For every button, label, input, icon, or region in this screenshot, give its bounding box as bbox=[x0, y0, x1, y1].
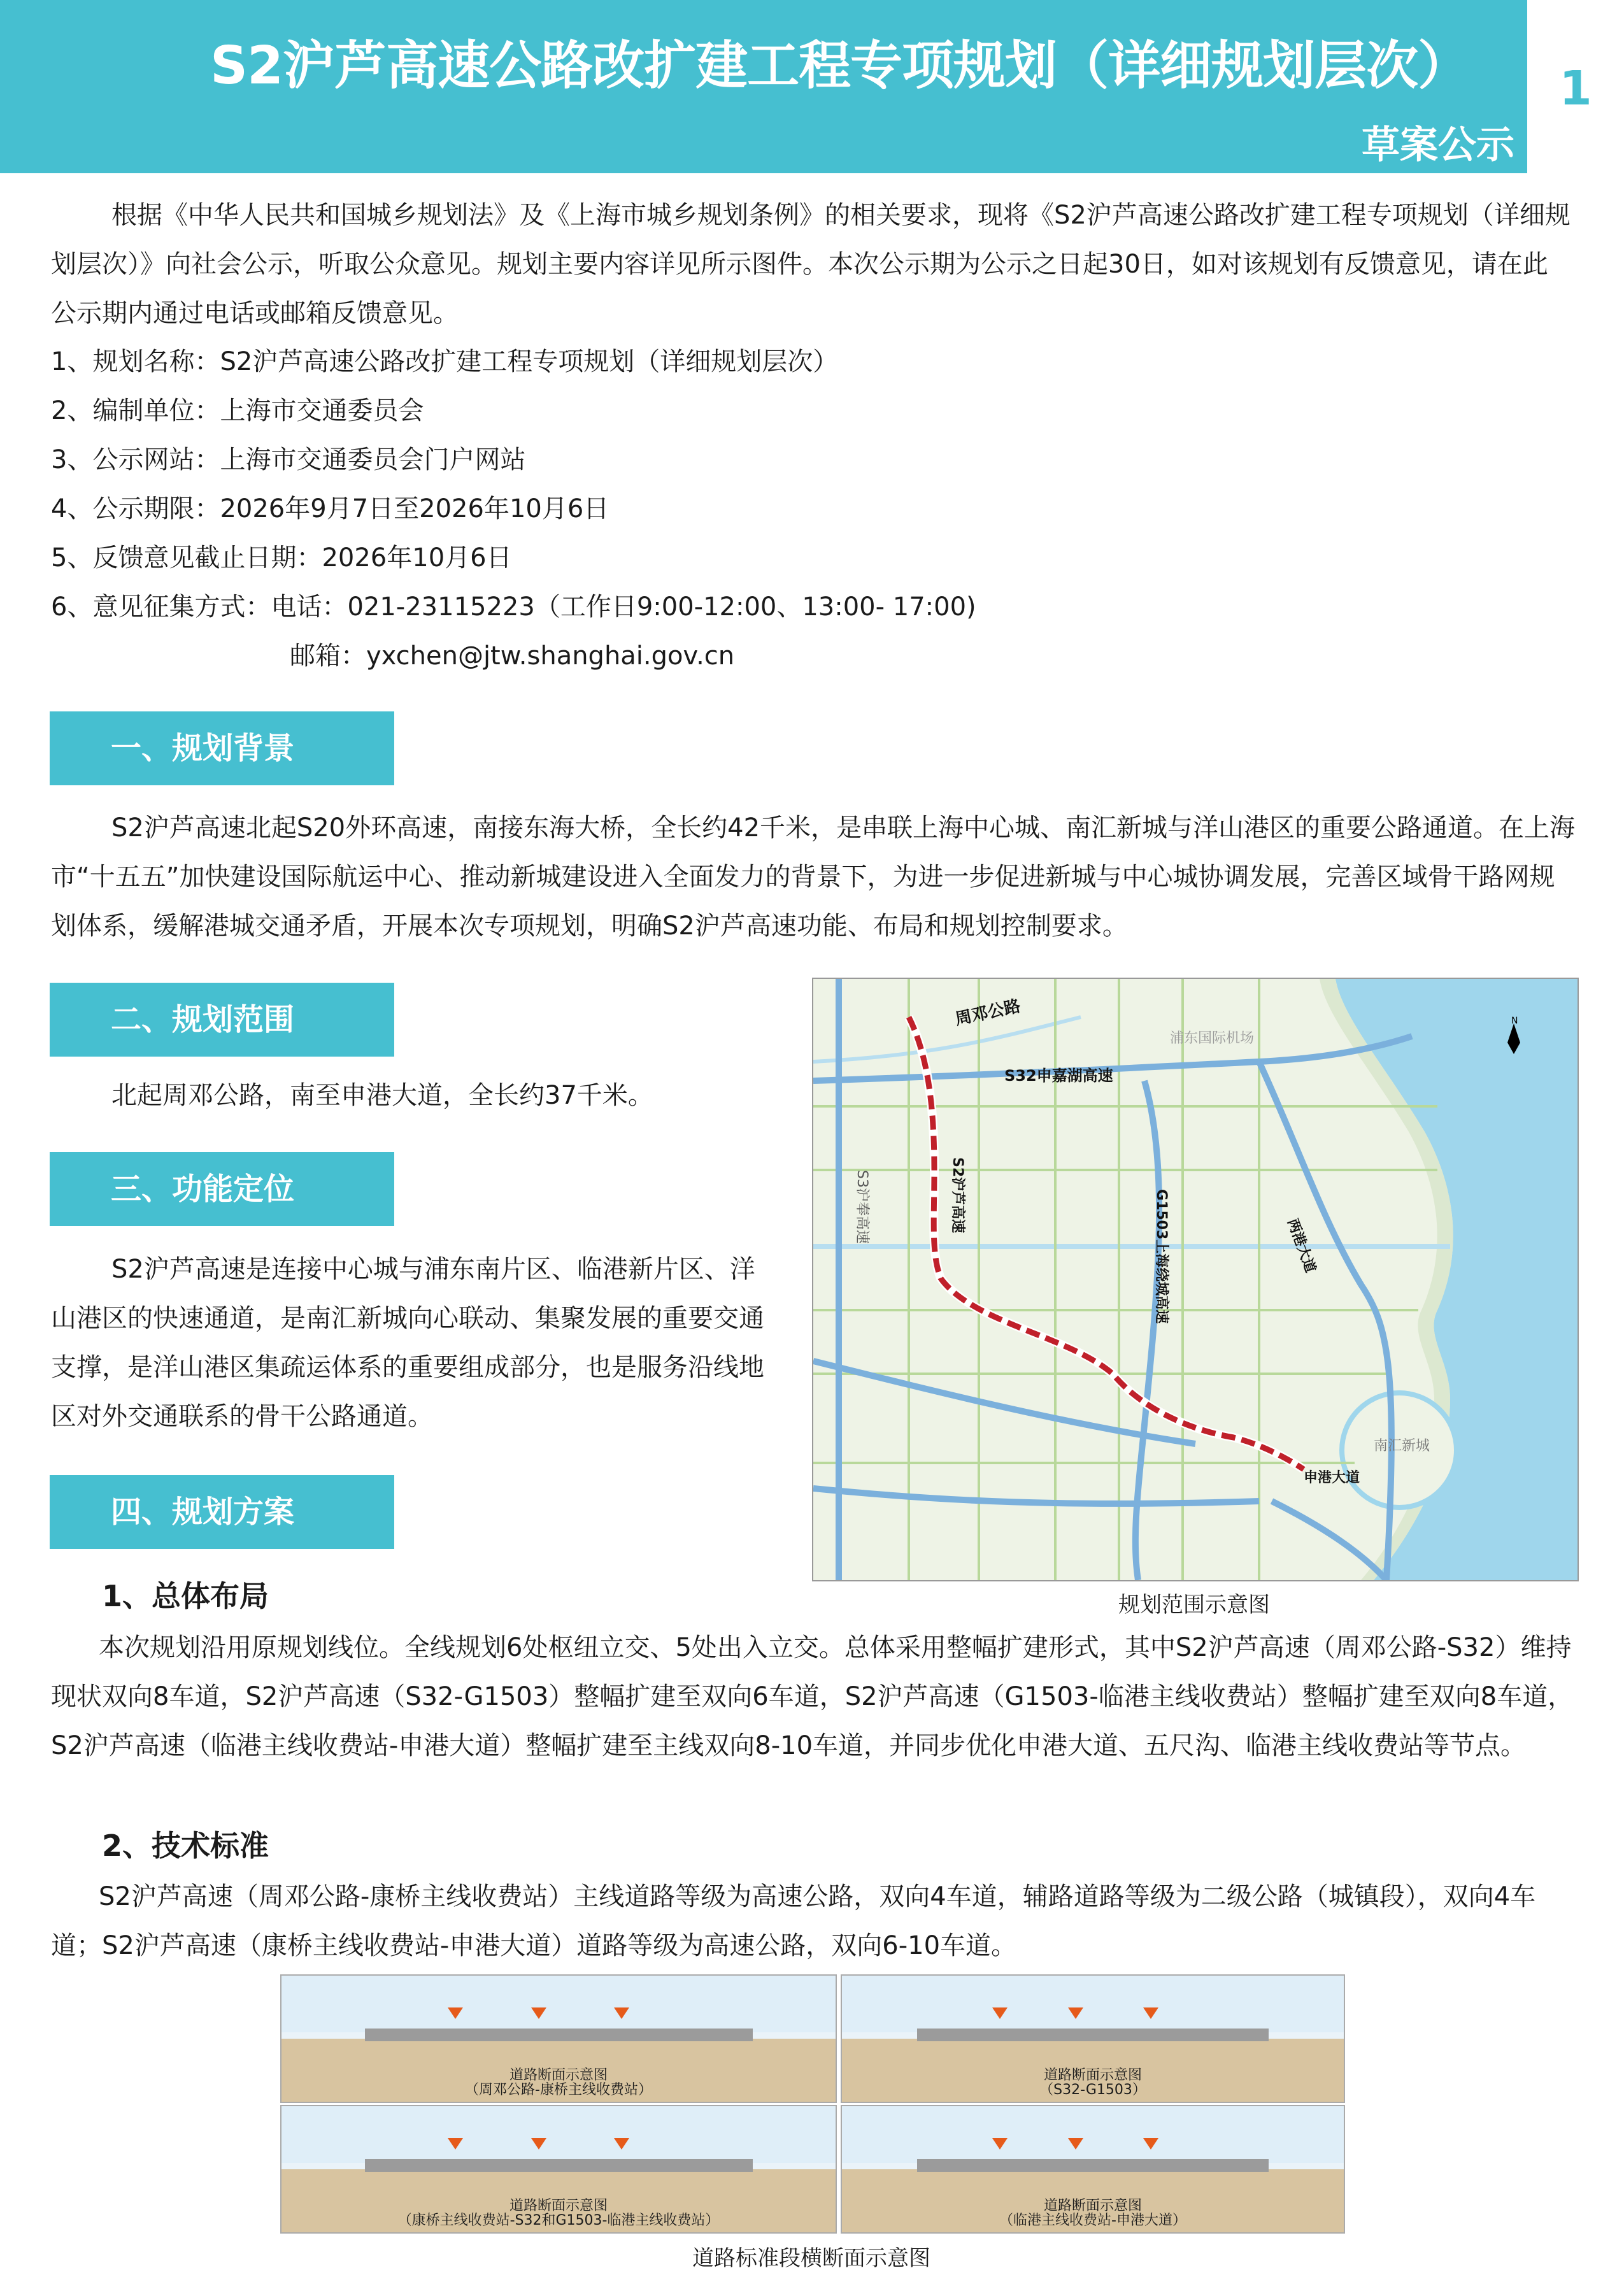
lane-arrow-icon bbox=[992, 2007, 1008, 2019]
diagram-subtitle: （S32-G1503） bbox=[1039, 2082, 1146, 2099]
planning-scope-map bbox=[812, 978, 1579, 1581]
lane-arrow-icon bbox=[1143, 2138, 1158, 2150]
map-label: 南汇新城 bbox=[1374, 1438, 1430, 1454]
lane-arrow-icon bbox=[614, 2138, 629, 2150]
map-label: G1503上海绕城高速 bbox=[1153, 1189, 1169, 1324]
page-number: 1 bbox=[1559, 61, 1592, 116]
diagram-title: 道路断面示意图 bbox=[509, 2197, 608, 2214]
subheading-layout: 1、总体布局 bbox=[102, 1579, 269, 1613]
diagram-subtitle: （周邓公路-康桥主线收费站） bbox=[465, 2082, 652, 2099]
notice-list bbox=[51, 338, 1516, 681]
section-heading-function: 三、功能定位 bbox=[50, 1152, 394, 1226]
map-caption: 规划范围示意图 bbox=[1118, 1592, 1270, 1618]
lane-arrow-icon bbox=[992, 2138, 1008, 2150]
map-svg bbox=[813, 979, 1578, 1580]
section-heading-plan: 四、规划方案 bbox=[50, 1475, 394, 1549]
lane-arrow-icon bbox=[531, 2138, 546, 2150]
diagram-road bbox=[365, 2029, 753, 2041]
map-label: S3沪奉高速 bbox=[854, 1170, 870, 1244]
standards-text: S2沪芦高速（周邓公路-康桥主线收费站）主线道路等级为高速公路，双向4车道，辅路道路等级为二级公路（城镇段），双向4车道；S2沪芦高速（康桥主线收费站-申港大道）道路等级为高速公路，双向6-10车道。 bbox=[51, 1882, 1536, 1960]
diagram-sky bbox=[842, 1976, 1344, 2032]
diagram-title: 道路断面示意图 bbox=[1043, 2067, 1142, 2083]
map-label: N bbox=[1511, 1016, 1518, 1026]
map-label: S2沪芦高速 bbox=[950, 1157, 965, 1234]
page-title: S2沪芦高速公路改扩建工程专项规划（详细规划层次） bbox=[210, 36, 1470, 96]
lane-arrow-icon bbox=[1068, 2138, 1083, 2150]
diagram-subtitle: （临港主线收费站-申港大道） bbox=[999, 2213, 1186, 2229]
cross-section-diagram bbox=[841, 1974, 1345, 2103]
map-label: S32申嘉湖高速 bbox=[1004, 1067, 1113, 1085]
diagram-title: 道路断面示意图 bbox=[1043, 2197, 1142, 2214]
list-item: 1、规划名称：S2沪芦高速公路改扩建工程专项规划（详细规划层次） bbox=[51, 347, 839, 376]
list-item: 4、公示期限：2026年9月7日至2026年10月6日 bbox=[51, 494, 609, 524]
map-label: 浦东国际机场 bbox=[1170, 1030, 1255, 1046]
map-label: 周邓公路 bbox=[953, 996, 1023, 1029]
lane-arrow-icon bbox=[1068, 2007, 1083, 2019]
list-item: 5、反馈意见截止日期：2026年10月6日 bbox=[51, 543, 512, 573]
list-item: 3、公示网站：上海市交通委员会门户网站 bbox=[51, 445, 526, 474]
diagram-road bbox=[917, 2029, 1269, 2041]
subheading-standards: 2、技术标准 bbox=[102, 1829, 269, 1863]
cross-section-diagram bbox=[280, 1974, 837, 2103]
section-scope-text: 北起周邓公路，南至申港大道，全长约37千米。 bbox=[111, 1081, 653, 1110]
section-background-text: S2沪芦高速北起S20外环高速，南接东海大桥，全长约42千米，是串联上海中心城、南汇新城与洋山港区的重要公路通道。在上海市“十五五”加快建设国际航运中心、推动新城建设进入全面发力的背景下，为进一步促进新城与中心城协调发展，完善区域骨干路网规划体系，缓解港城交通矛盾，开展本次专项规划，明确S2沪芦高速功能、布局和规划控制要求。 bbox=[51, 813, 1576, 941]
lane-arrow-icon bbox=[1143, 2007, 1158, 2019]
list-item: 6、意见征集方式：电话：021-23115223（工作日9:00-12:00、13:00- 17:00) bbox=[51, 592, 976, 622]
cross-section-caption: 道路标准段横断面示意图 bbox=[692, 2246, 930, 2271]
lane-arrow-icon bbox=[448, 2007, 463, 2019]
intro-paragraph: 根据《中华人民共和国城乡规划法》及《上海市城乡规划条例》的相关要求，现将《S2沪芦高速公路改扩建工程专项规划（详细规划层次）》向社会公示，听取公众意见。规划主要内容详见所示图件。本次公示期为公示之日起30日，如对该规划有反馈意见，请在此公示期内通过电话或邮箱反馈意见。 bbox=[51, 201, 1571, 328]
cross-section-diagram bbox=[841, 2105, 1345, 2234]
map-label: 申港大道 bbox=[1304, 1470, 1360, 1486]
diagram-road bbox=[917, 2159, 1269, 2172]
layout-text: 本次规划沿用原规划线位。全线规划6处枢纽立交、5处出入立交。总体采用整幅扩建形式，其中S2沪芦高速（周邓公路-S32）维持现状双向8车道，S2沪芦高速（S32-G1503）整幅扩建至双向6车道，S2沪芦高速（G1503-临港主线收费站）整幅扩建至双向8车道，S2沪芦高速（临港主线收费站-申港大道）整幅扩建至主线双向8-10车道，并同步优化申港大道、五尺沟、临港主线收费站等节点。 bbox=[51, 1633, 1574, 1760]
cross-section-diagram bbox=[280, 2105, 837, 2234]
page-subtitle: 草案公示 bbox=[1362, 123, 1514, 168]
section-heading-scope: 二、规划范围 bbox=[50, 983, 394, 1057]
diagram-road bbox=[365, 2159, 753, 2172]
diagram-sky bbox=[281, 2106, 836, 2163]
lane-arrow-icon bbox=[614, 2007, 629, 2019]
list-item: 2、编制单位：上海市交通委员会 bbox=[51, 396, 424, 425]
section-heading-background: 一、规划背景 bbox=[50, 711, 394, 785]
diagram-title: 道路断面示意图 bbox=[509, 2067, 608, 2083]
list-item-email: 邮箱：yxchen@jtw.shanghai.gov.cn bbox=[290, 641, 735, 671]
lane-arrow-icon bbox=[531, 2007, 546, 2019]
lane-arrow-icon bbox=[448, 2138, 463, 2150]
diagram-sky bbox=[281, 1976, 836, 2032]
river bbox=[813, 1017, 1081, 1062]
map-label: 两港大道 bbox=[1284, 1216, 1318, 1275]
diagram-subtitle: （康桥主线收费站-S32和G1503-临港主线收费站） bbox=[397, 2213, 720, 2229]
diagram-sky bbox=[842, 2106, 1344, 2163]
section-function-text: S2沪芦高速是连接中心城与浦东南片区、临港新片区、洋山港区的快速通道，是南汇新城向心联动、集聚发展的重要交通支撑，是洋山港区集疏运体系的重要组成部分，也是服务沿线地区对外交通联系的骨干公路通道。 bbox=[51, 1255, 764, 1431]
